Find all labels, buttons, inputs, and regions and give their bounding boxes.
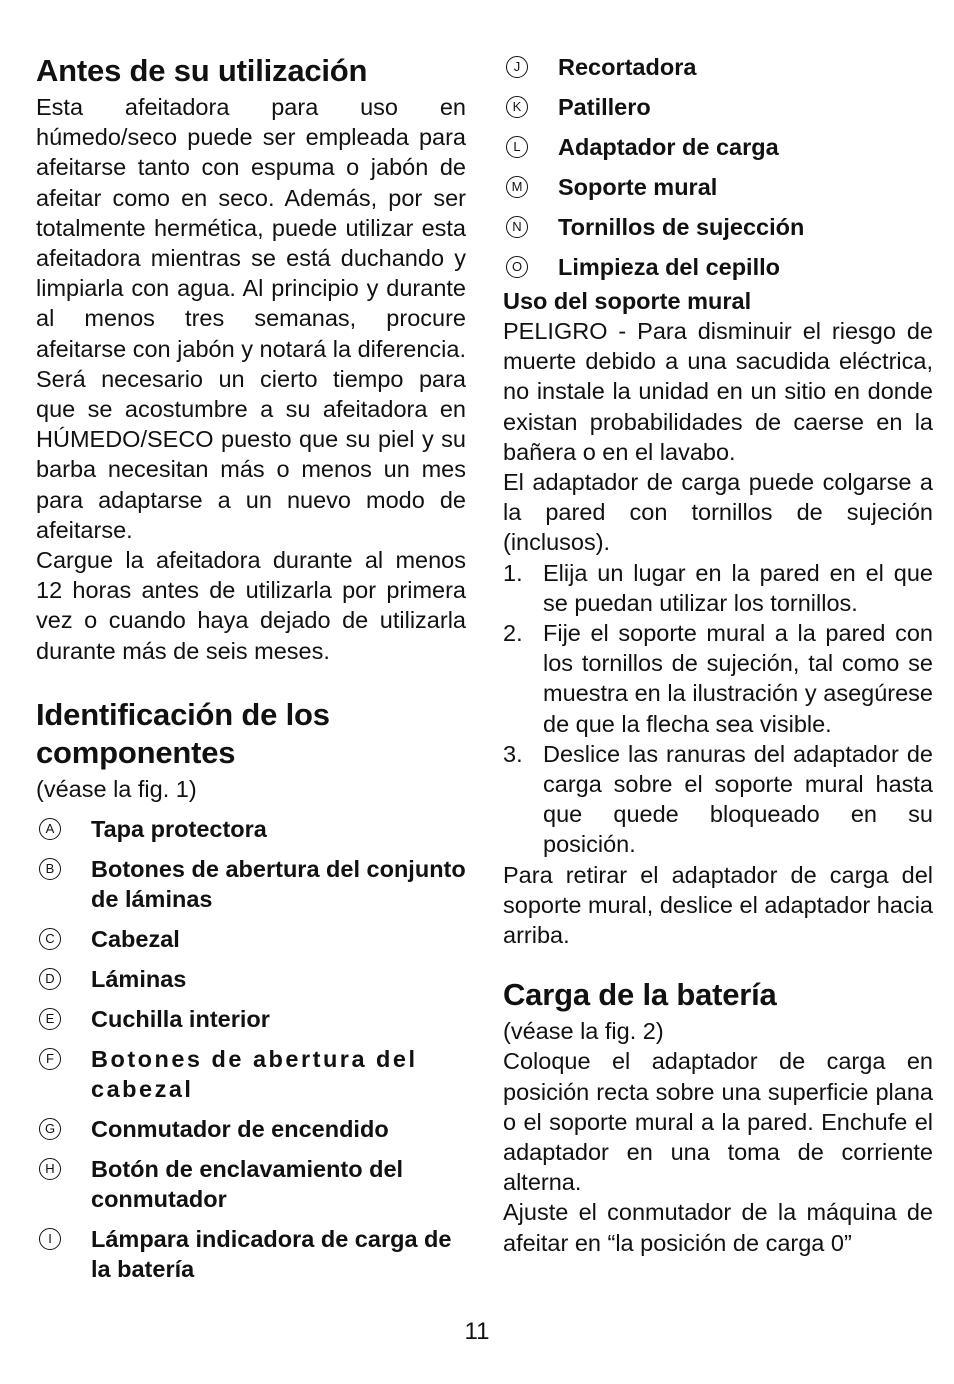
component-list-left	[36, 814, 466, 1284]
letter-badge: N	[506, 216, 528, 238]
letter-badge: G	[39, 1118, 61, 1140]
carga-heading: Carga de la batería	[503, 977, 777, 1013]
step-number: 3.	[503, 740, 523, 767]
component-item	[36, 1114, 466, 1144]
uso-heading: Uso del soporte mural	[503, 288, 752, 314]
letter-badge: M	[506, 176, 528, 198]
step-item	[503, 618, 933, 739]
step-text: Elija un lugar en la pared en el que se puedan utilizar los tornillos.	[543, 559, 933, 616]
component-item	[36, 814, 466, 844]
letter-badge: K	[506, 96, 528, 118]
component-item	[36, 1224, 466, 1284]
component-label: Tornillos de sujección	[558, 214, 805, 240]
component-item	[36, 964, 466, 994]
step-text: Fije el soporte mural a la pared con los tornillos de sujeción, tal como se muestra en la ilustración y asegúrese de que la flecha sea visible.	[543, 620, 933, 737]
right-column	[503, 52, 933, 1258]
letter-badge: D	[39, 968, 61, 990]
component-label: Láminas	[91, 966, 187, 993]
identification-heading: Identificación de los componentes	[36, 696, 330, 770]
uso-paragraph-2: El adaptador de carga puede colgarse a la pared con tornillos de sujeción (inclusos).	[503, 469, 933, 556]
step-text: Deslice las ranuras del adaptador de carga sobre el soporte mural hasta que quede bloqueado en su posición.	[543, 740, 933, 858]
letter-badge: C	[39, 928, 61, 950]
component-label: Cabezal	[91, 926, 180, 953]
component-item	[503, 52, 933, 82]
left-column	[36, 52, 466, 1294]
component-label: Conmutador de encendido	[91, 1116, 389, 1143]
component-item	[503, 252, 933, 282]
component-item	[36, 1154, 466, 1214]
component-label: Botones de abertura del cabezal	[91, 1046, 418, 1103]
uso-paragraph-3: Para retirar el adaptador de carga del soporte mural, deslice el adaptador hacia arriba.	[503, 861, 933, 949]
carga-figure-ref: (véase la fig. 2)	[503, 1018, 664, 1045]
letter-badge: O	[506, 256, 528, 278]
carga-paragraph-1: Coloque el adaptador de carga en posición recta sobre una superficie plana o el soporte mural a la pared. Enchufe el adaptador en una toma de corriente alterna.	[503, 1048, 933, 1196]
step-item	[503, 739, 933, 860]
letter-badge: A	[39, 818, 61, 840]
antes-heading: Antes de su utilización	[36, 53, 368, 88]
letter-badge: B	[39, 858, 61, 880]
component-label: Soporte mural	[558, 174, 718, 200]
component-label: Tapa protectora	[91, 816, 267, 843]
component-item	[503, 92, 933, 122]
antes-paragraph-2: Cargue la afeitadora durante al menos 12 horas antes de utilizarla por primera vez o cuando haya dejado de utilizarla durante más de seis meses.	[36, 547, 466, 664]
letter-badge: F	[39, 1048, 61, 1070]
component-label: Recortadora	[558, 54, 697, 80]
component-list-right	[503, 52, 933, 282]
component-item	[503, 172, 933, 202]
carga-paragraph-2: Ajuste el conmutador de la máquina de afeitar en “la posición de carga 0”	[503, 1199, 933, 1256]
letter-badge: L	[506, 136, 528, 158]
component-item	[503, 212, 933, 242]
letter-badge: I	[39, 1228, 61, 1250]
component-label: Botones de abertura del conjunto de láminas	[91, 856, 466, 913]
antes-paragraph-1: Esta afeitadora para uso en húmedo/seco puede ser empleada para afeitarse tanto con espuma o jabón de afeitar como en seco. Además, por ser totalmente hermética, puede utilizar esta afeitadora mientras se está duchando y limpiarla con agua. Al principio y durante al menos tres semanas, procure afeitarse con jabón y notará la diferencia. Será necesario un cierto tiempo para que se acostumbre a su afeitadora en HÚMEDO/SECO puesto que su piel y su barba necesitan más o menos un mes para adaptarse a un nuevo modo de afeitarse.	[36, 94, 466, 543]
mounting-steps	[503, 558, 933, 860]
step-item	[503, 558, 933, 618]
component-item	[36, 1044, 466, 1104]
component-label: Lámpara indicadora de carga de la batería	[91, 1226, 452, 1283]
component-item	[503, 132, 933, 162]
step-number: 1.	[503, 559, 523, 586]
component-label: Adaptador de carga	[558, 134, 779, 160]
component-item	[36, 1004, 466, 1034]
letter-badge: H	[39, 1158, 61, 1180]
component-label: Patillero	[558, 94, 651, 120]
step-number: 2.	[503, 620, 523, 647]
component-label: Cuchilla interior	[91, 1006, 270, 1033]
component-item	[36, 924, 466, 954]
letter-badge: E	[39, 1008, 61, 1030]
letter-badge: J	[506, 56, 528, 78]
component-label: Botón de enclavamiento del conmutador	[91, 1156, 404, 1213]
identification-figure-ref: (véase la fig. 1)	[36, 775, 197, 802]
page-number: 11	[464, 1318, 490, 1345]
uso-paragraph-1: PELIGRO - Para disminuir el riesgo de muerte debido a una sacudida eléctrica, no instale la unidad en un sitio en donde existan probabilidades de caerse en la bañera o en el lavabo.	[503, 318, 933, 465]
component-label: Limpieza del cepillo	[558, 254, 780, 280]
component-item	[36, 854, 466, 914]
